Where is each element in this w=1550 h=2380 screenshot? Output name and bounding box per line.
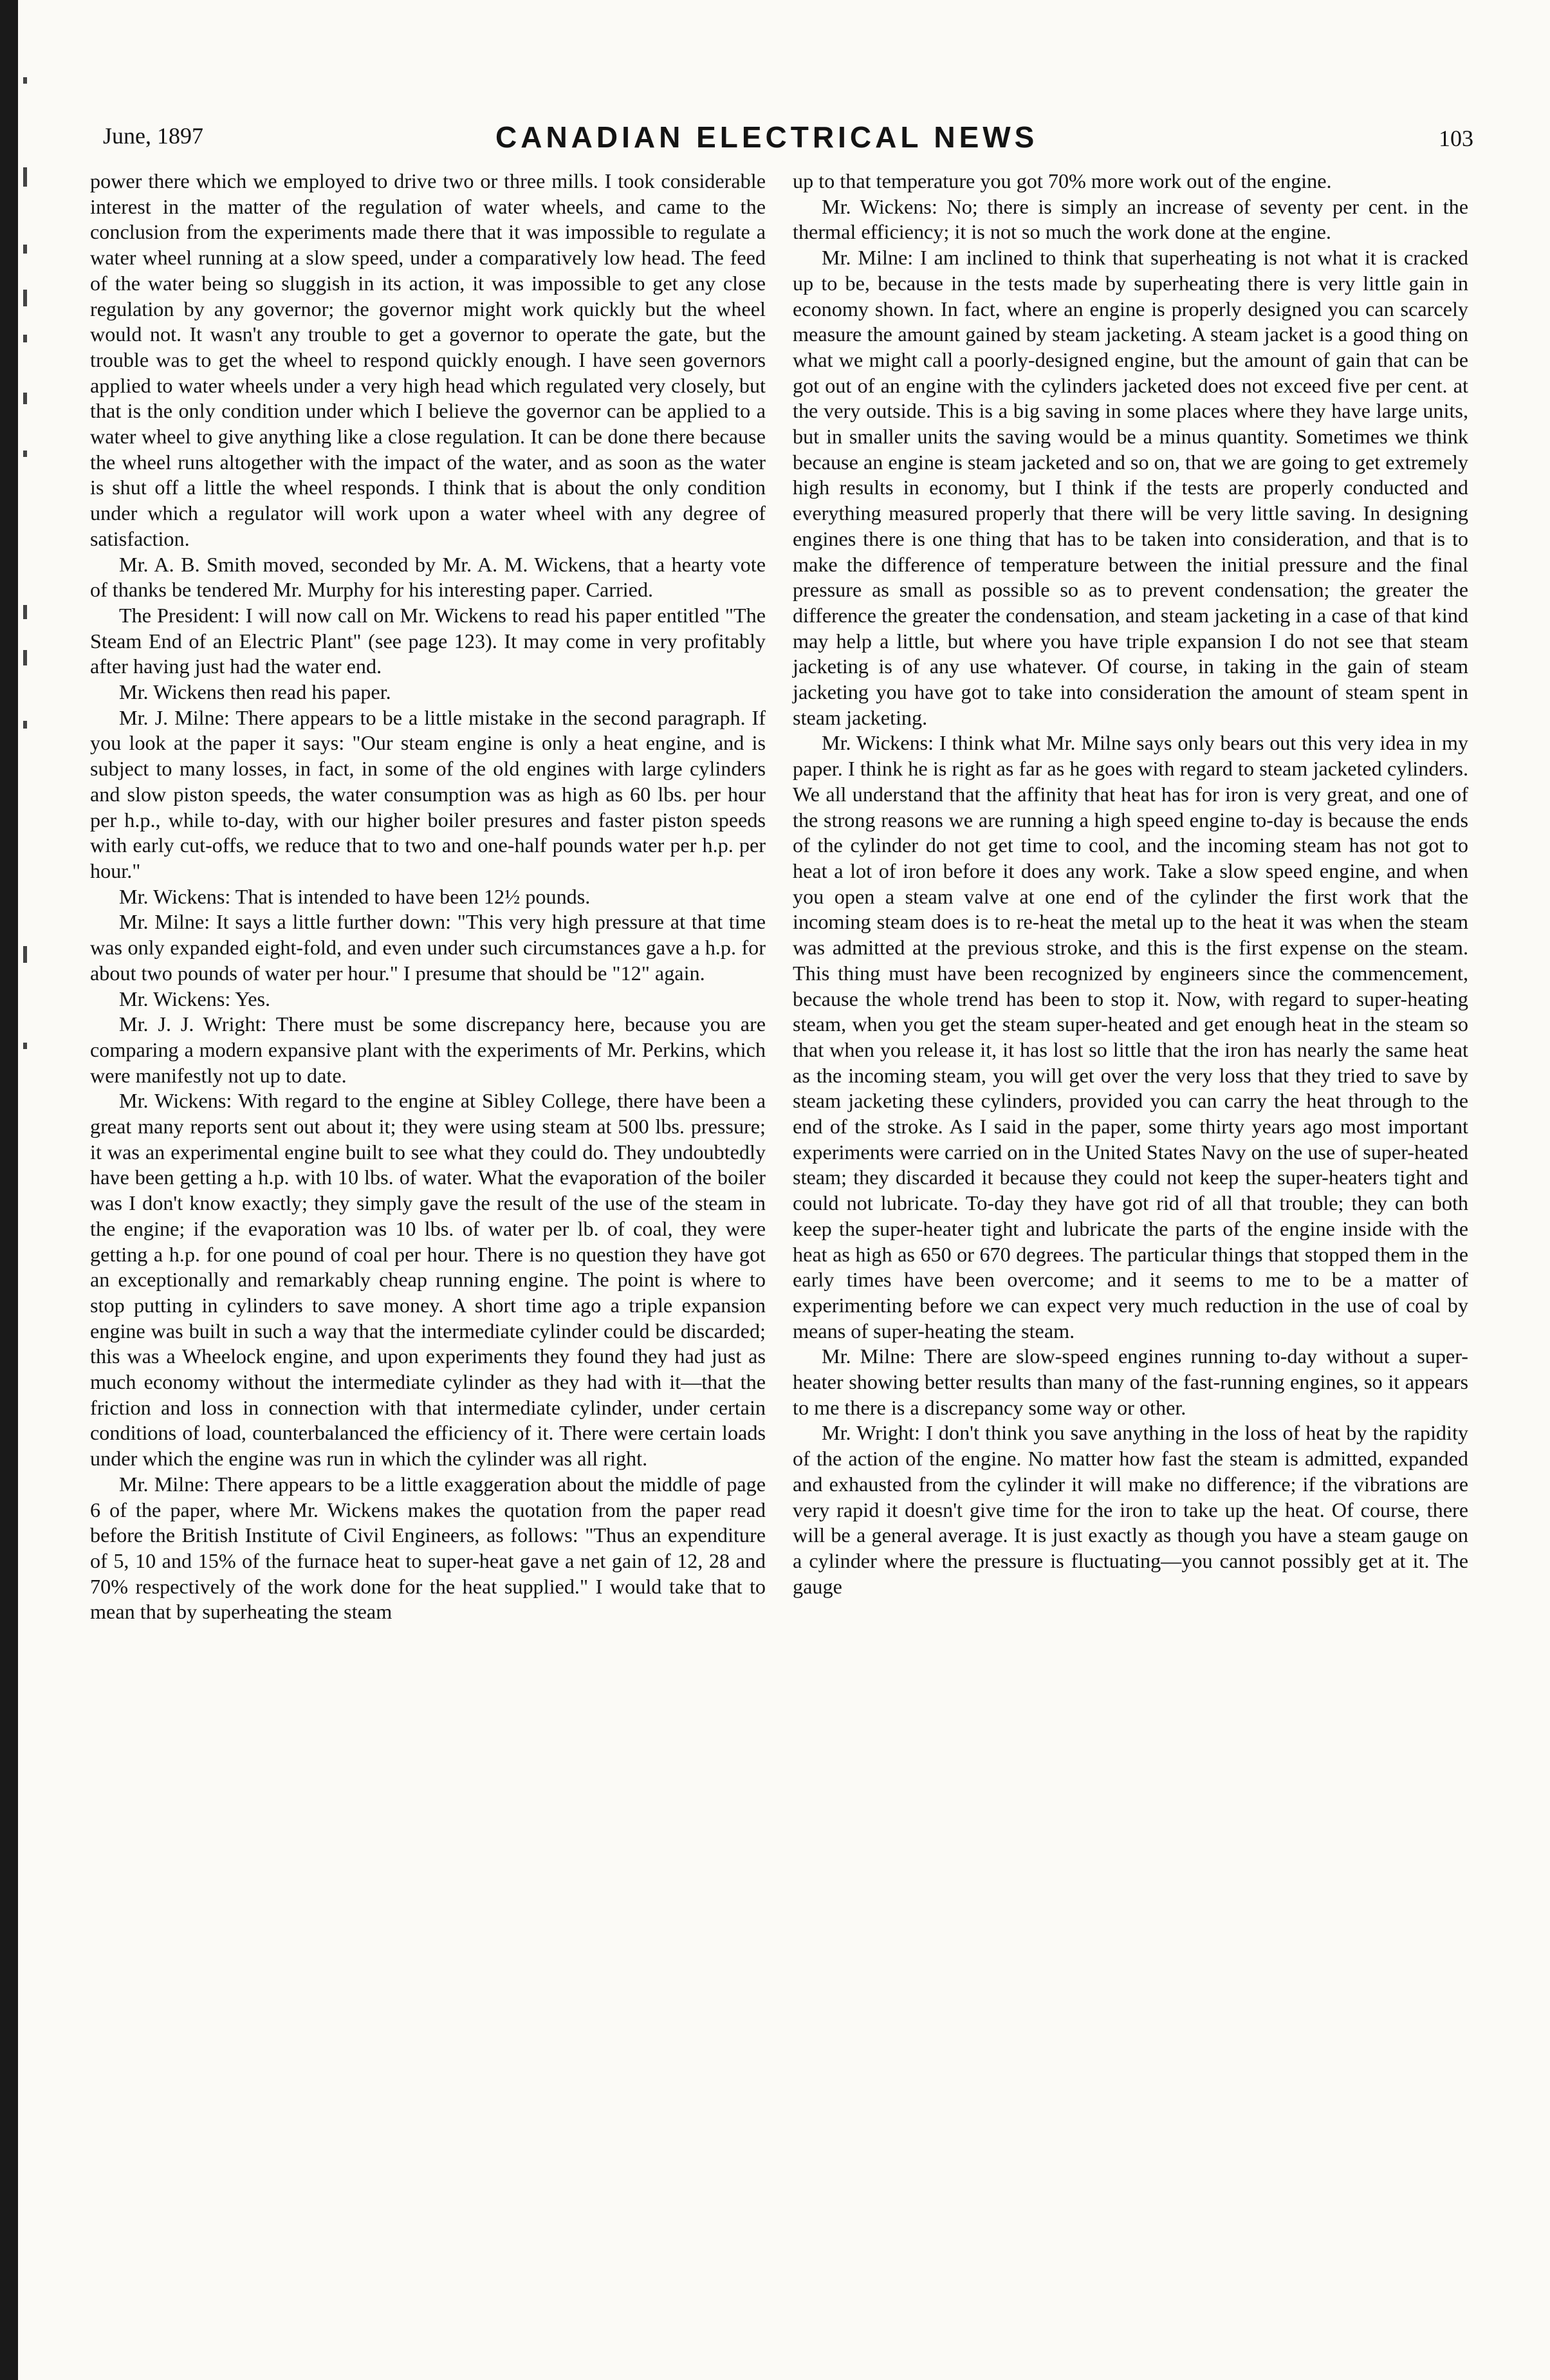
left-column: [90, 169, 766, 1625]
paragraph: Mr. Wickens: I think what Mr. Milne says only bears out this very idea in my paper. I think he is right as far as he goes with regard to steam jacketed cylinders. We all understand that the affinity that heat has for iron is very great, and one of the strong reasons we are running a high speed engine to-day is because the ends of the cylinder do not get time to cool, and the incoming steam has not got to heat a lot of iron before it does any work. Take a slow speed engine, and when you open a steam valve at one end of the cylinder the first work that the incoming steam does is to re-heat the metal up to the heat it was when the steam was admitted at the previous stroke, and this is the first expense on the steam. This thing must have been recognized by engineers since the commencement, because the whole trend has been to stop it. Now, with regard to super-heating steam, when you get the steam super-heated and get enough heat in the steam so that when you release it, it has lost so little that the iron has nearly the same heat as the incoming steam, you will get over the very loss that they tried to save by steam jacketing these cylinders, provided you can carry the heat through to the end of the stroke. As I said in the paper, some thirty years ago most important experiments were carried on in the United States Navy on the use of super-heated steam; they discarded it because they could not keep the super-heaters tight and could not lubricate. To-day they have got rid of all that trouble; they can both keep the super-heater tight and lubricate the parts of the engine inside with the heat as high as 650 or 670 degrees. The particular things that stopped them in the early times have been overcome; and it seems to me to be a matter of experimenting before we can expect very much reduction in the use of coal by means of super-heating the steam.: [793, 731, 1468, 1343]
paragraph: Mr. Wickens: No; there is simply an increase of seventy per cent. in the thermal efficiency; it is not so much the work done at the engine.: [793, 194, 1468, 244]
paragraph: Mr. A. B. Smith moved, seconded by Mr. A. M. Wickens, that a hearty vote of thanks be tendered Mr. Murphy for his interesting paper. Carried.: [90, 552, 766, 602]
issue-date: June, 1897: [103, 123, 203, 149]
paragraph: The President: I will now call on Mr. Wickens to read his paper entitled "The Steam End of an Electric Plant" (see page 123). It may come in very profitably after having just had the water end.: [90, 603, 766, 678]
paragraph: Mr. J. Milne: There appears to be a little mistake in the second paragraph. If you look at the paper it says: "Our steam engine is only a heat engine, and is subject to many losses, in fact, in some of the old engines with large cylinders and slow piston speeds, the water consumption was as high as 60 lbs. per hour per h.p., while to-day, with our higher boiler presures and faster piston speeds with early cut-offs, we reduce that to two and one-half pounds water per h.p. per hour.": [90, 705, 766, 882]
binding-marks: [18, 0, 37, 2380]
right-column: [793, 169, 1468, 1599]
paragraph: Mr. Milne: There are slow-speed engines running to-day without a super-heater showing better results than many of the fast-running engines, so it appears to me there is a discrepancy some way or other.: [793, 1344, 1468, 1419]
publication-title: CANADIAN ELECTRICAL NEWS: [495, 120, 1038, 154]
running-header: [103, 120, 1473, 158]
paragraph: Mr. Milne: There appears to be a little exaggeration about the middle of page 6 of the paper, where Mr. Wickens makes the quotation from the paper read before the British Institute of Civil Engineers, as follows: "Thus an expenditure of 5, 10 and 15% of the furnace heat to super-heat gave a net gain of 12, 28 and 70% respectively of the work done for the heat supplied." I would take that to mean that by superheating the steam: [90, 1472, 766, 1624]
page-number: 103: [1439, 126, 1473, 151]
paragraph: Mr. Milne: It says a little further down: "This very high pressure at that time was only expanded eight-fold, and even under such circumstances gave a h.p. for about two pounds of water per hour." I presume that should be "12" again.: [90, 910, 766, 985]
paragraph: Mr. Milne: I am inclined to think that superheating is not what it is cracked up to be, because in the tests made by superheating there is very little gain in economy shown. In fact, where an engine is properly designed you can scarcely measure the amount gained by steam jacketing. A steam jacket is a good thing on what we might call a poorly-designed engine, but the amount of gain that can be got out of an engine with the cylinders jacketed does not exceed five per cent. at the very outside. This is a big saving in some places where they have large units, but in smaller units the saving would be a minus quantity. Sometimes we think because an engine is steam jacketed and so on, that we are going to get extremely high results in economy, but I think if the tests are properly conducted and everything measured properly that there will be very little saving. In designing engines there is one thing that has to be taken into consideration, and that is to make the difference of temperature between the initial pressure and the final pressure as small as possible so as to prevent condensation; the greater the difference the greater the condensation, and steam jacketing in a case of that kind may help a little, but where you have triple expansion I do not see that steam jacketing is of any use whatever. Of course, in taking in the gain of steam jacketing you have got to take into consideration the amount of steam spent in steam jacketing.: [793, 246, 1468, 729]
paragraph: Mr. J. J. Wright: There must be some discrepancy here, because you are comparing a modern expansive plant with the experiments of Mr. Perkins, which were manifestly not up to date.: [90, 1012, 766, 1087]
paragraph: Mr. Wickens then read his paper.: [119, 680, 391, 704]
page-binding-edge: [0, 0, 18, 2380]
paragraph: Mr. Wickens: That is intended to have been 12½ pounds.: [119, 884, 591, 908]
paragraph: Mr. Wickens: Yes.: [119, 987, 271, 1010]
paragraph: Mr. Wright: I don't think you save anything in the loss of heat by the rapidity of the action of the engine. No matter how fast the steam is admitted, expanded and exhausted from the cylinder it will make no difference; if the vibrations are very rapid it doesn't give time for the iron to take up the heat. Of course, there will be a general average. It is just exactly as though you have a steam gauge on a cylinder where the pressure is fluctuating—you cannot possibly get at it. The gauge: [793, 1421, 1468, 1598]
paragraph: up to that temperature you got 70% more work out of the engine.: [793, 169, 1332, 192]
paragraph: Mr. Wickens: With regard to the engine at Sibley College, there have been a great many reports sent out about it; they were using steam at 500 lbs. pressure; it was an experimental engine built to see what they could do. They undoubtedly have been getting a h.p. with 10 lbs. of water. What the evaporation of the boiler was I don't know exactly; they simply gave the result of the use of the steam in the engine; if the evaporation was 10 lbs. of water per lb. of coal, they were getting a h.p. for one pound of coal per hour. There is no question they have got an exceptionally and remarkably cheap running engine. The point is where to stop putting in cylinders to save money. A short time ago a triple expansion engine was built in such a way that the intermediate cylinder could be discarded; this was a Wheelock engine, and upon experiments they found they had just as much economy without the intermediate cylinder as they had with it—that the friction and loss in connection with that intermediate cylinder, under certain conditions of load, counterbalanced the efficiency of it. There were certain loads under which the engine was run in which the cylinder was all right.: [90, 1089, 766, 1471]
paragraph: power there which we employed to drive two or three mills. I took considerable interest in the matter of the regulation of water wheels, and came to the conclusion from the experiments made there that it was impossible to regulate a water wheel running at a slow speed, under a comparatively low head. The feed of the water being so sluggish in its action, it was impossible to get any close regulation by any governor; the governor might work quickly but the wheel would not. It wasn't any trouble to get a governor to operate the gate, but the trouble was to get the wheel to respond quickly enough. I have seen governors applied to water wheels under a very high head which regulated very closely, but that is the only condition under which I believe the governor can be applied to a water wheel to give anything like a close regulation. It can be done there because the wheel runs altogether with the impact of the water, and as soon as the water is shut off a little the wheel responds. I think that is about the only condition under which a regulator will work upon a water wheel with any degree of satisfaction.: [90, 169, 766, 550]
